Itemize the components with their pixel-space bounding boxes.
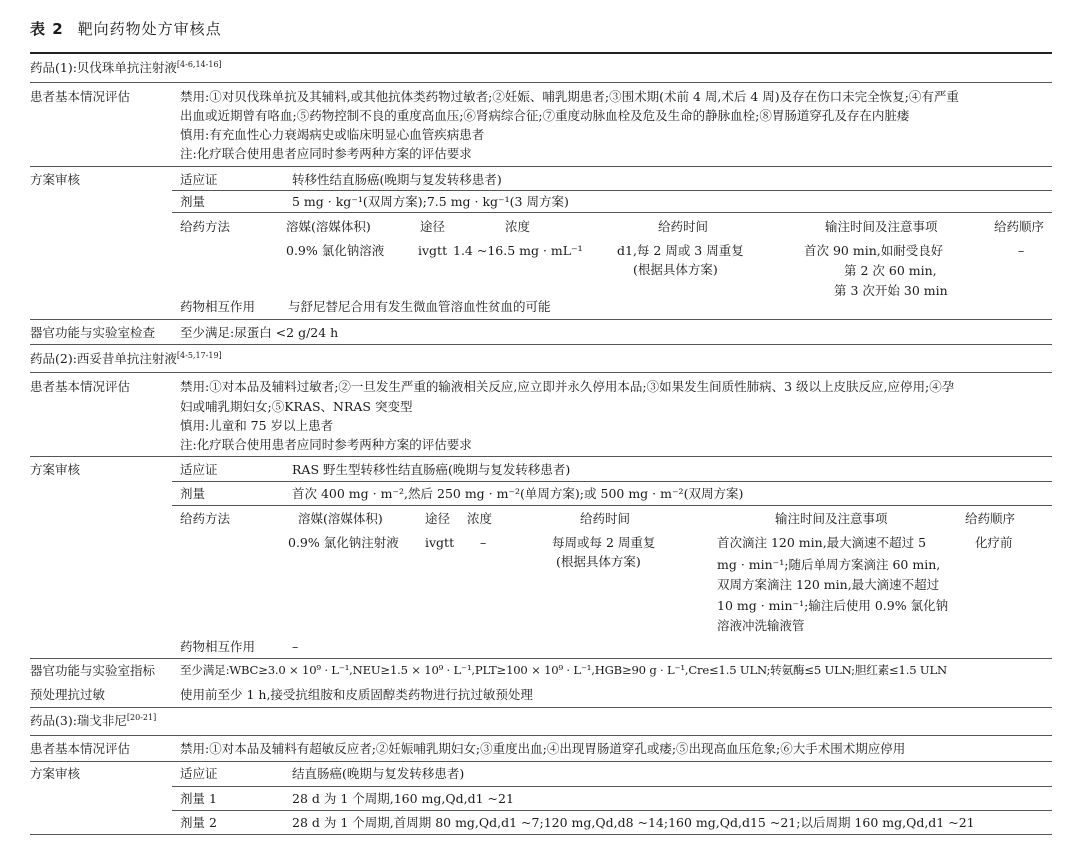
- row-divider: [172, 481, 1052, 482]
- drug2-solvent: 0.9% 氯化钠注射液: [288, 535, 399, 550]
- drug1-col-infusion: 输注时间及注意事项: [825, 219, 938, 234]
- drug1-indication: 转移性结直肠癌(晚期与复发转移患者): [292, 172, 502, 187]
- drug3-plan-label: 方案审核: [30, 766, 81, 781]
- drug2-indication-label: 适应证: [180, 462, 218, 477]
- drug1-conc: 1.4 ~16.5 mg · mL⁻¹: [453, 243, 583, 258]
- drug3-dose2: 28 d 为 1 个周期,首周期 80 mg,Qd,d1 ~7;120 mg,Qd,d8 ~14;160 mg,Qd,d15 ~21;以后周期 160 mg,Qd,d1 ~21: [292, 815, 975, 830]
- drug2-organ-label: 器官功能与实验室指标: [30, 663, 156, 678]
- row-divider: [30, 735, 1052, 736]
- drug3-dose1-label: 剂量 1: [180, 791, 217, 806]
- row-divider: [30, 372, 1052, 373]
- drug2-patient-line-1: 禁用:①对本品及辅料过敏者;②一旦发生严重的输液相关反应,应立即并永久停用本品;③如果发生间质性肺病、3 级以上皮肤反应,应停用;④孕: [180, 379, 955, 394]
- drug1-admin-label: 给药方法: [180, 219, 231, 234]
- drug2-interaction-label: 药物相互作用: [180, 639, 256, 654]
- drug3-patient-label: 患者基本情况评估: [30, 741, 131, 756]
- drug2-patient-line-4: 注:化疗联合使用患者应同时参考两种方案的评估要求: [180, 437, 472, 452]
- drug1-col-time: 给药时间: [658, 219, 709, 234]
- drug2-col-order: 给药顺序: [965, 511, 1016, 526]
- drug1-infusion-line-1: 首次 90 min,如耐受良好: [804, 243, 944, 258]
- drug1-time-line-2: (根据具体方案): [633, 262, 718, 277]
- drug1-interaction-label: 药物相互作用: [180, 299, 256, 314]
- row-divider: [30, 319, 1052, 320]
- drug2-admin-label: 给药方法: [180, 511, 231, 526]
- drug2-route: ivgtt: [425, 535, 455, 550]
- drug1-route: ivgtt: [418, 243, 448, 258]
- drug1-solvent: 0.9% 氯化钠溶液: [286, 243, 385, 258]
- drug2-order: 化疗前: [975, 535, 1013, 550]
- drug1-infusion-line-3: 第 3 次开始 30 min: [834, 283, 948, 298]
- drug2-patient-line-2: 妇或哺乳期妇女;⑤KRAS、NRAS 突变型: [180, 399, 413, 414]
- drug1-col-solvent: 溶媒(溶媒体积): [286, 219, 371, 234]
- drug1-patient-label: 患者基本情况评估: [30, 89, 131, 104]
- drug1-header: 药品(1):贝伐珠单抗注射液[4-6,14-16]: [30, 60, 222, 75]
- drug1-indication-label: 适应证: [180, 172, 218, 187]
- drug2-col-route: 途径: [425, 511, 451, 526]
- drug2-header: 药品(2):西妥昔单抗注射液[4-5,17-19]: [30, 351, 222, 366]
- drug2-dose: 首次 400 mg · m⁻²,然后 250 mg · m⁻²(单周方案);或 500 mg · m⁻²(双周方案): [292, 486, 744, 501]
- drug3-dose2-label: 剂量 2: [180, 815, 217, 830]
- row-divider: [172, 505, 1052, 506]
- drug2-infusion-line-1: 首次滴注 120 min,最大滴速不超过 5: [717, 535, 927, 550]
- drug2-indication: RAS 野生型转移性结直肠癌(晚期与复发转移患者): [292, 462, 571, 477]
- drug1-patient-line-4: 注:化疗联合使用患者应同时参考两种方案的评估要求: [180, 146, 472, 161]
- row-divider: [30, 707, 1052, 708]
- drug2-time-line-1: 每周或每 2 周重复: [552, 535, 656, 550]
- drug3-indication: 结直肠癌(晚期与复发转移患者): [292, 766, 465, 781]
- row-divider: [30, 658, 1052, 659]
- row-divider: [30, 166, 1052, 167]
- drug1-interaction: 与舒尼替尼合用有发生微血管溶血性贫血的可能: [288, 299, 551, 314]
- drug1-infusion-line-2: 第 2 次 60 min,: [844, 263, 937, 278]
- drug1-patient-line-1: 禁用:①对贝伐珠单抗及其辅料,或其他抗体类药物过敏者;②妊娠、哺乳期患者;③围术期(术前 4 周,术后 4 周)及存在伤口未完全恢复;④有严重: [180, 89, 959, 104]
- drug1-dose-label: 剂量: [180, 194, 206, 209]
- drug3-indication-label: 适应证: [180, 766, 218, 781]
- row-divider: [30, 456, 1052, 457]
- drug2-infusion-line-3: 双周方案滴注 120 min,最大滴速不超过: [717, 577, 940, 592]
- drug1-order: –: [1018, 243, 1025, 258]
- drug2-col-solvent: 溶媒(溶媒体积): [298, 511, 383, 526]
- drug2-dose-label: 剂量: [180, 486, 206, 501]
- row-divider: [30, 82, 1052, 83]
- row-divider: [172, 810, 1052, 811]
- drug2-infusion-line-2: mg · min⁻¹;随后单周方案滴注 60 min,: [717, 557, 941, 572]
- row-divider: [30, 761, 1052, 762]
- drug1-patient-line-2: 出血或近期曾有咯血;⑤药物控制不良的重度高血压;⑥肾病综合征;⑦重度动脉血栓及危及生命的静脉血栓;⑧胃肠道穿孔及存在内脏瘘: [180, 108, 910, 123]
- drug1-col-order: 给药顺序: [994, 219, 1045, 234]
- drug2-interaction: –: [292, 639, 299, 654]
- table-title: 靶向药物处方审核点: [77, 20, 222, 38]
- drug2-plan-label: 方案审核: [30, 462, 81, 477]
- drug2-col-conc: 浓度: [467, 511, 493, 526]
- drug1-dose: 5 mg · kg⁻¹(双周方案);7.5 mg · kg⁻¹(3 周方案): [292, 194, 569, 209]
- row-divider: [172, 212, 1052, 213]
- drug1-col-route: 途径: [420, 219, 446, 234]
- drug2-infusion-line-4: 10 mg · min⁻¹;输注后使用 0.9% 氯化钠: [717, 598, 949, 613]
- table-2: [30, 0, 1052, 844]
- drug2-premed: 使用前至少 1 h,接受抗组胺和皮质固醇类药物进行抗过敏预处理: [180, 687, 533, 702]
- drug2-conc: –: [480, 535, 487, 550]
- drug2-patient-line-3: 慎用:儿童和 75 岁以上患者: [180, 418, 334, 433]
- drug2-col-infusion: 输注时间及注意事项: [775, 511, 888, 526]
- drug1-organ: 至少满足:尿蛋白 <2 g/24 h: [180, 325, 339, 340]
- drug3-patient: 禁用:①对本品及辅料有超敏反应者;②妊娠哺乳期妇女;③重度出血;④出现胃肠道穿孔或瘘;⑤出现高血压危象;⑥大手术围术期应停用: [180, 741, 906, 756]
- drug1-patient-line-3: 慎用:有充血性心力衰竭病史或临床明显心血管疾病患者: [180, 127, 485, 142]
- drug3-header: 药品(3):瑞戈非尼[20-21]: [30, 713, 157, 728]
- drug2-infusion-line-5: 溶液冲洗输液管: [717, 618, 805, 633]
- top-rule: [30, 52, 1052, 54]
- table-label: 表 2: [30, 20, 64, 38]
- drug1-organ-label: 器官功能与实验室检查: [30, 325, 156, 340]
- drug1-time-line-1: d1,每 2 周或 3 周重复: [617, 243, 744, 258]
- drug3-dose1: 28 d 为 1 个周期,160 mg,Qd,d1 ~21: [292, 791, 514, 806]
- drug1-col-conc: 浓度: [505, 219, 531, 234]
- row-divider: [30, 834, 1052, 835]
- drug1-plan-label: 方案审核: [30, 172, 81, 187]
- drug2-patient-label: 患者基本情况评估: [30, 379, 131, 394]
- drug2-organ: 至少满足:WBC≥3.0 × 10⁹ · L⁻¹,NEU≥1.5 × 10⁹ · L⁻¹,PLT≥100 × 10⁹ · L⁻¹,HGB≥90 g · L⁻¹,Cre≤1.5 ULN;转氨酶≤5 ULN;胆红素≤1.5 ULN: [180, 663, 947, 677]
- row-divider: [172, 786, 1052, 787]
- row-divider: [172, 190, 1052, 191]
- row-divider: [30, 344, 1052, 345]
- drug2-premed-label: 预处理抗过敏: [30, 687, 106, 702]
- table-caption: [30, 21, 222, 38]
- drug2-time-line-2: (根据具体方案): [556, 554, 641, 569]
- drug2-col-time: 给药时间: [580, 511, 631, 526]
